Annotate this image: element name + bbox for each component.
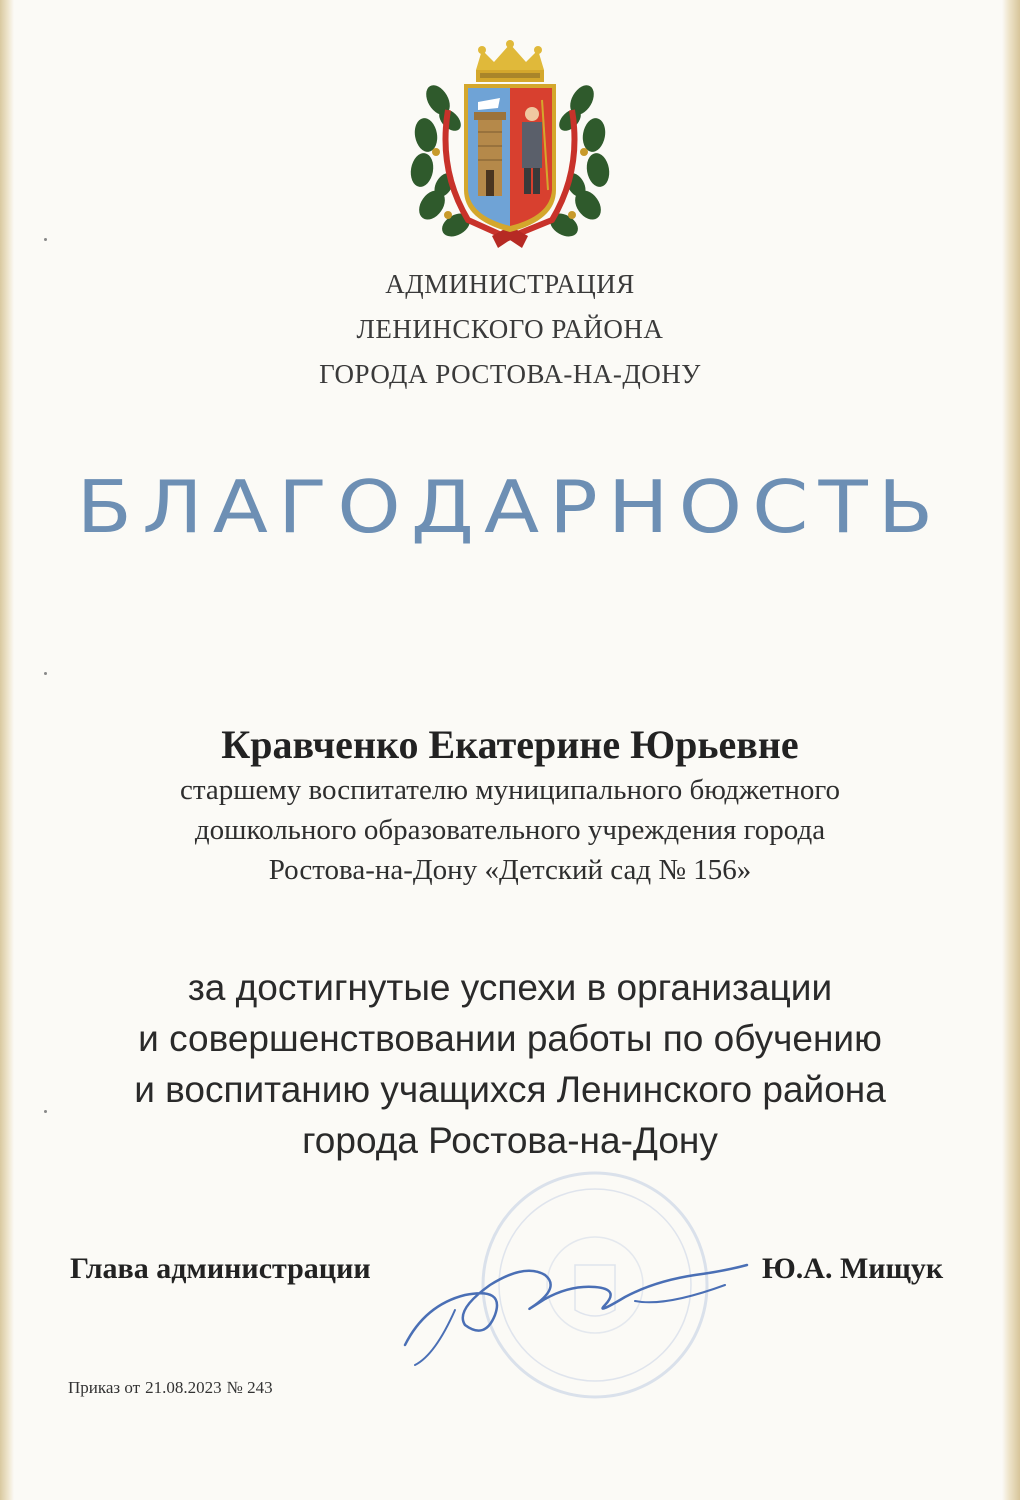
signature-icon	[395, 1215, 755, 1375]
position-line: Ростова-на-Дону «Детский сад № 156»	[268, 854, 752, 886]
signatory-role: Глава администрации	[70, 1252, 371, 1285]
document-title: БЛАГОДАРНОСТЬ	[76, 465, 944, 549]
order-date: 21.08.2023	[145, 1378, 222, 1397]
issuer-line: ГОРОДА РОСТОВА-НА-ДОНУ	[319, 359, 701, 389]
issuer-line: ЛЕНИНСКОГО РАЙОНА	[356, 314, 664, 344]
order-reference	[68, 1378, 278, 1398]
position-line: дошкольного образовательного учреждения города	[194, 814, 826, 846]
issuer-line: АДМИНИСТРАЦИЯ	[385, 269, 635, 299]
reason-line: за достигнутые успехи в организации	[187, 967, 833, 1008]
position-line: старшему воспитателю муниципального бюджетного	[179, 774, 841, 806]
speck	[44, 1110, 47, 1113]
order-number: № 243	[226, 1378, 273, 1397]
order-prefix: Приказ от	[68, 1378, 141, 1397]
reason-line: и воспитанию учащихся Ленинского района	[134, 1069, 886, 1110]
coat-of-arms-icon	[408, 40, 612, 250]
recipient-position	[80, 770, 940, 890]
signatory-name: Ю.А. Мищук	[762, 1252, 944, 1285]
reason-line: и совершенствовании работы по обучению	[138, 1018, 882, 1059]
reason-line: города Ростова-на-Дону	[302, 1120, 718, 1161]
recipient-name: Кравченко Екатерине Юрьевне	[221, 722, 799, 767]
issuer-block	[0, 262, 1020, 397]
award-reason	[60, 962, 960, 1166]
speck	[44, 238, 47, 241]
speck	[44, 672, 47, 675]
